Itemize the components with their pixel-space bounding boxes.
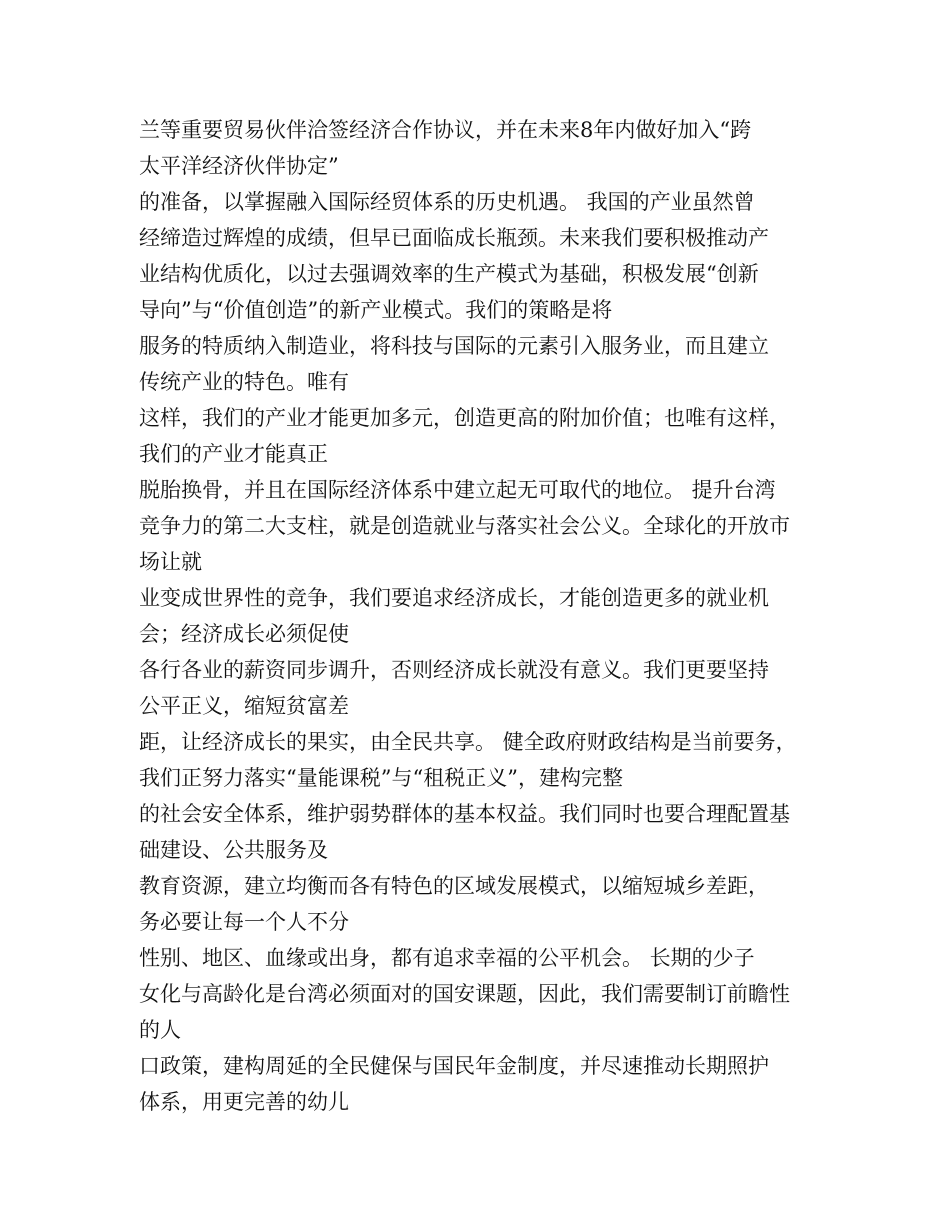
text-line: 性别、地区、血缘或出身，都有追求幸福的公平机会。 长期的少子: [139, 946, 755, 970]
text-line: 竞争力的第二大支柱，就是创造就业与落实社会公义。全球化的开放市: [139, 514, 790, 538]
text-line: 这样，我们的产业才能更加多元，创造更高的附加价值；也唯有这样，: [139, 406, 790, 430]
text-line: 我们正努力落实“量能课税”与“租税正义”，建构完整: [139, 766, 623, 790]
text-line: 的社会安全体系，维护弱势群体的基本权益。我们同时也要合理配置基: [139, 802, 790, 826]
text-line: 务必要让每一个人不分: [139, 910, 349, 934]
text-line: 口政策，建构周延的全民健保与国民年金制度，并尽速推动长期照护: [139, 1054, 769, 1078]
text-line: 础建设、公共服务及: [139, 838, 328, 862]
text-line: 太平洋经济伙伴协定”: [139, 154, 339, 178]
text-line: 经缔造过辉煌的成绩，但早已面临成长瓶颈。未来我们要积极推动产: [139, 226, 769, 250]
text-line: 各行各业的薪资同步调升，否则经济成长就没有意义。我们更要坚持: [139, 658, 769, 682]
text-line: 会；经济成长必须促使: [139, 622, 349, 646]
text-line: 我们的产业才能真正: [139, 442, 328, 466]
text-line: 业结构优质化，以过去强调效率的生产模式为基础，积极发展“创新: [139, 262, 759, 286]
body-text: [139, 112, 829, 1120]
text-line: 公平正义，缩短贫富差: [139, 694, 349, 718]
text-line: 的准备，以掌握融入国际经贸体系的历史机遇。 我国的产业虽然曾: [139, 190, 755, 214]
text-line: 业变成世界性的竞争，我们要追求经济成长，才能创造更多的就业机: [139, 586, 769, 610]
text-line: 场让就: [139, 550, 202, 574]
text-line: 脱胎换骨，并且在国际经济体系中建立起无可取代的地位。 提升台湾: [139, 478, 776, 502]
text-line: 体系，用更完善的幼儿: [139, 1090, 349, 1114]
text-line: 兰等重要贸易伙伴洽签经济合作协议，并在未来8年内做好加入“跨: [139, 118, 752, 142]
text-line: 女化与高龄化是台湾必须面对的国安课题，因此，我们需要制订前瞻性: [139, 982, 790, 1006]
text-line: 导向”与“价值创造”的新产业模式。我们的策略是将: [139, 298, 613, 322]
text-line: 传统产业的特色。唯有: [139, 370, 349, 394]
text-line: 的人: [139, 1018, 181, 1042]
text-line: 服务的特质纳入制造业，将科技与国际的元素引入服务业，而且建立: [139, 334, 769, 358]
text-line: 距，让经济成长的果实，由全民共享。 健全政府财政结构是当前要务，: [139, 730, 797, 754]
text-line: 教育资源，建立均衡而各有特色的区域发展模式，以缩短城乡差距，: [139, 874, 769, 898]
